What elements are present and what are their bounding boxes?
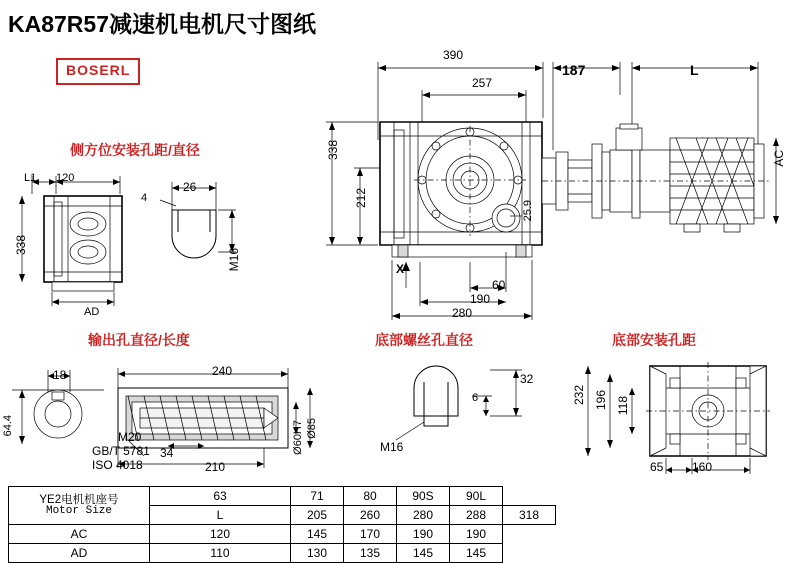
dim-25-9: 25.9 — [522, 200, 534, 222]
table-cell-size-4: 90L — [450, 487, 503, 506]
table-header-motor-size-en: Motor Size — [45, 504, 112, 517]
table-cell-size-0: 63 — [150, 487, 291, 506]
dim-85: Ø85 — [306, 418, 318, 439]
dim-338-side: 338 — [14, 235, 28, 256]
dim-bore: Ø60H7 — [292, 420, 304, 455]
dim-190: 190 — [470, 292, 491, 306]
dim-6: 6 — [472, 392, 479, 404]
table-row-label-AC: AC — [9, 525, 150, 544]
dim-4: 4 — [141, 192, 148, 204]
table-cell: 205 — [291, 506, 344, 525]
dim-60: 60 — [492, 278, 506, 292]
dim-187: 187 — [562, 62, 586, 78]
dim-240: 240 — [212, 364, 233, 378]
dim-390: 390 — [443, 48, 464, 62]
table-cell: 260 — [344, 506, 397, 525]
table-cell: 135 — [344, 544, 397, 563]
dim-232: 232 — [572, 385, 586, 406]
dim-64-4: 64.4 — [2, 415, 14, 437]
page-title: KA87R57减速机电机尺寸图纸 — [8, 11, 316, 37]
dim-34: 34 — [160, 446, 174, 460]
note-m20: M20 — [118, 430, 142, 444]
table-cell-size-1: 71 — [291, 487, 344, 506]
section-label-output-bore: 输出孔直径/长度 — [88, 332, 190, 348]
note-gb: GB/T 5781 — [92, 444, 150, 458]
table-row — [9, 544, 556, 563]
table-header-motor-size-cn: YE2电机机座号 — [39, 493, 119, 506]
table-row — [9, 525, 556, 544]
table-cell: 130 — [291, 544, 344, 563]
table-cell: 120 — [150, 525, 291, 544]
dim-26: 26 — [183, 180, 197, 194]
dim-338-main: 338 — [326, 140, 340, 161]
label-X: X — [396, 262, 405, 276]
dim-18: 18 — [53, 368, 67, 382]
table-cell: 145 — [397, 544, 450, 563]
section-label-bottom-screw: 底部螺丝孔直径 — [375, 332, 473, 348]
dim-196: 196 — [594, 390, 608, 411]
table-cell: 170 — [344, 525, 397, 544]
dim-AD-side: AD — [84, 306, 100, 318]
dim-AC-main: AC — [772, 150, 786, 167]
table-row-label-L: L — [150, 506, 291, 525]
dim-120: 120 — [56, 172, 75, 184]
dim-257: 257 — [472, 76, 493, 90]
dim-210: 210 — [205, 460, 226, 474]
table-row-header — [9, 487, 556, 506]
dim-L1: L1 — [24, 172, 37, 184]
dim-32: 32 — [520, 372, 534, 386]
section-label-bottom-mount: 底部安装孔距 — [612, 332, 696, 348]
dim-118: 118 — [616, 396, 630, 416]
table-cell: 280 — [397, 506, 450, 525]
motor-size-table — [8, 486, 556, 563]
dim-280: 280 — [452, 306, 473, 320]
table-cell-size-2: 80 — [344, 487, 397, 506]
dim-L: L — [690, 62, 699, 78]
side-mount-drawing — [10, 160, 290, 325]
dim-160: 160 — [692, 460, 713, 474]
dim-65: 65 — [650, 460, 664, 474]
bottom-mount-drawing — [570, 352, 796, 478]
table-cell: 190 — [450, 525, 503, 544]
table-cell: 145 — [450, 544, 503, 563]
table-cell: 318 — [503, 506, 556, 525]
table-header-motor-size — [9, 487, 150, 525]
main-assembly-drawing — [310, 40, 800, 330]
dim-M16-bottom: M16 — [380, 440, 404, 454]
table-row-label-AD: AD — [9, 544, 150, 563]
table-cell: 288 — [450, 506, 503, 525]
note-iso: ISO 4018 — [92, 458, 143, 472]
brand-logo-text: BOSERL — [66, 62, 131, 78]
brand-logo — [56, 58, 140, 85]
table-cell-size-3: 90S — [397, 487, 450, 506]
dim-212: 212 — [354, 188, 368, 209]
table-cell: 190 — [397, 525, 450, 544]
dim-M16-side: M16 — [227, 248, 241, 272]
bottom-screw-drawing — [380, 352, 570, 472]
table-cell: 145 — [291, 525, 344, 544]
section-label-side-mount: 侧方位安装孔距/直径 — [70, 142, 200, 158]
table-cell: 110 — [150, 544, 291, 563]
